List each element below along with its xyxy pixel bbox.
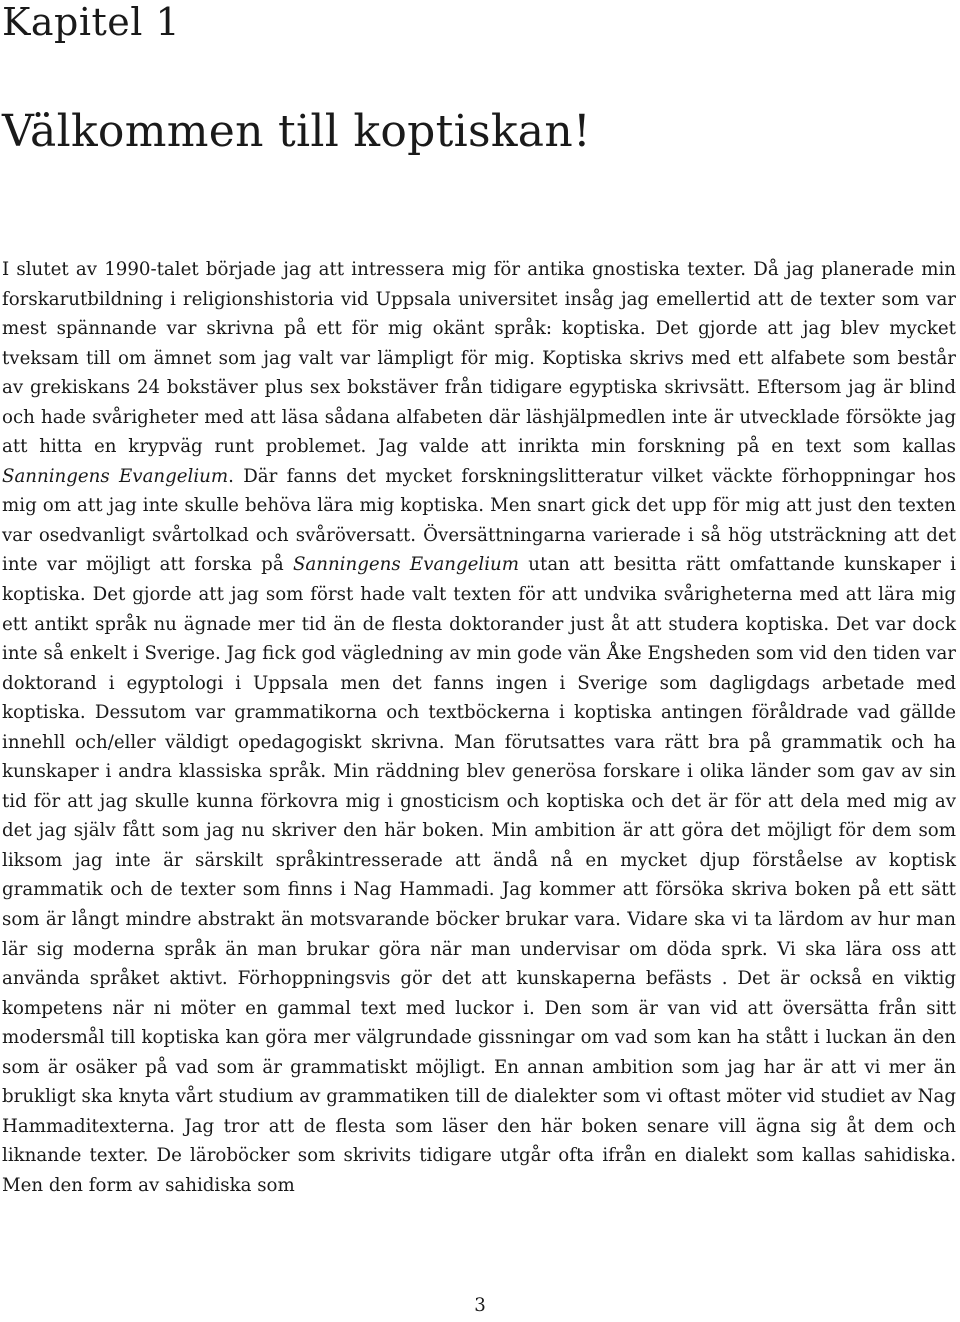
italic-book-title: Sanningens Evangelium <box>2 465 229 487</box>
body-text-segment: utan att besitta rätt omfattande kunskaper i koptiska. Det gjorde att jag som först hade valt texten för att undvika svårigheterna med att lära mig ett antikt språk nu ägnade mer tid än de flesta doktorander just åt att studera koptiska. Det var dock inte så enkelt i Sverige. Jag fick god vägledning av min gode vän Åke Engsheden som vid den tiden var doktorand i egyptologi i Uppsala men det fanns ingen i Sverige som dagligdags arbetade med koptiska. Dessutom var grammatikorna och textböckerna i koptiska antingen föråldrade vad gällde innehll och/eller väldigt opedagogiskt skrivna. Man förutsattes vara rätt bra på grammatik och ha kunskaper i andra klassiska språk. Min räddning blev generösa forskare i olika länder som gav av sin tid för att jag skulle kunna förkovra mig i gnosticism och koptiska och det är för att dela med mig av det jag själv fått som jag nu skriver den här boken. Min ambition är att göra det möjligt för dem som liksom jag inte är särskilt språkintresserade att ändå nå en mycket djup förståelse av koptisk grammatik och de texter som finns i Nag Hammadi. Jag kommer att försöka skriva boken på ett sätt som är långt mindre abstrakt än motsvarande böcker brukar vara. Vidare ska vi ta lärdom av hur man lär sig moderna språk än man brukar göra när man undervisar om döda sprk. Vi ska lära oss att använda språket aktivt. Förhoppningsvis gör det att kunskaperna befästs . Det är också en viktig kompetens när ni möter en gammal text med luckor i. Den som är van vid att översätta från sitt modersmål till koptiska kan göra mer välgrundade gissningar om vad som kan ha stått i luckan än den som är osäker på vad som är grammatiskt möjligt. En annan ambition som jag har är att vi mer än brukligt ska knyta vårt studium av grammatiken till de dialekter som vi oftast möter vid studiet av Nag Hammaditexterna. Jag tror att de flesta som läser den här boken senare vill ägna sig åt dem och liknande texter. De läroböcker som skrivits tidigare utgår ofta ifrån en dialekt som kallas sahidiska. Men den form av sahidiska som <box>2 554 956 1196</box>
body-text-segment: . Där fanns det mycket forskningslitteratur vilket väckte förhoppningar hos mig om att jag inte skulle behöva lära mig koptiska. Men snart gick det upp för mig att just den texten var osedvanligt svårtolkad och svåröversatt. Översättningarna varierade i så hög utsträckning att det inte var möjligt att forska på <box>2 465 956 576</box>
page-number: 3 <box>474 1295 486 1316</box>
chapter-label: Kapitel 1 <box>2 0 181 44</box>
italic-book-title: Sanningens Evangelium <box>292 554 520 576</box>
body-paragraph <box>2 255 956 1201</box>
body-text-segment: I slutet av 1990-talet började jag att intressera mig för antika gnostiska texter. Då jag planerade min forskarutbildning i religionshistoria vid Uppsala universitet insåg jag emellertid att de texter som var mest spännande var skrivna på ett för mig okänt språk: koptiska. Det gjorde att jag blev mycket tveksam till om ämnet som jag valt var lämpligt för mig. Koptiska skrivs med ett alfabete som består av grekiskans 24 bokstäver plus sex bokstäver från tidigare egyptiska skrivsätt. Eftersom jag är blind och hade svårigheter med att läsa sådana alfabeten där läshjälpmedlen inte är utvecklade försökte jag att hitta en krypväg runt problemet. Jag valde att inrikta min forskning på en text som kallas <box>2 259 956 458</box>
chapter-title: Välkommen till koptiskan! <box>2 106 591 157</box>
